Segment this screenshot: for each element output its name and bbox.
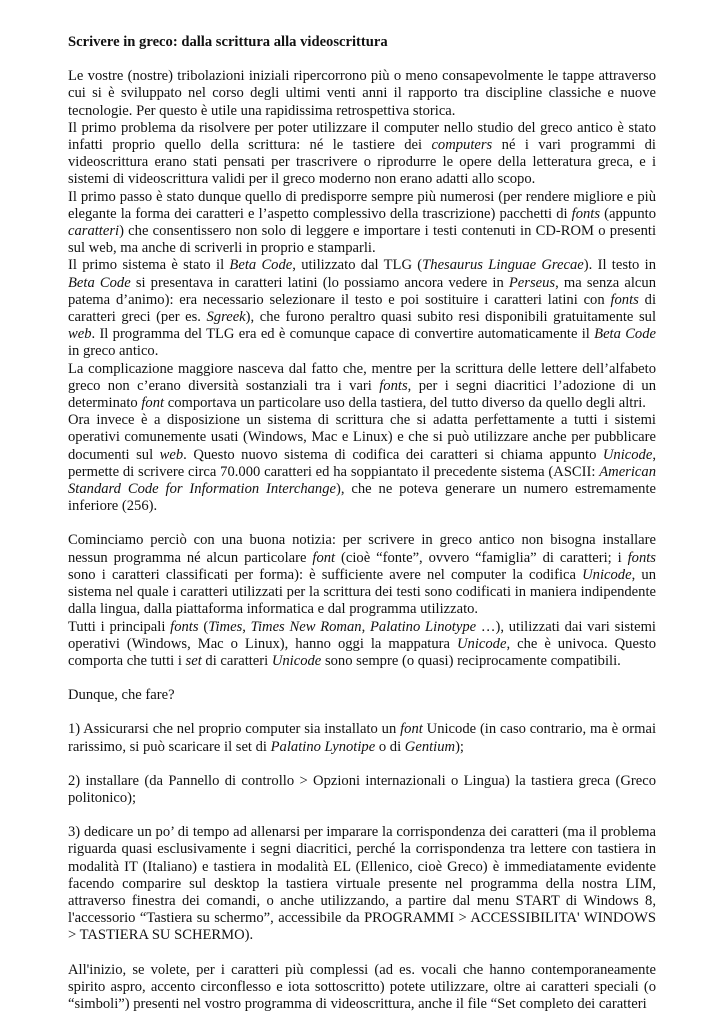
text-run: in greco antico.	[68, 343, 159, 360]
italic-term: Unicode	[271, 652, 322, 669]
text-section	[68, 773, 656, 807]
text-run: ), che furono peraltro quasi subito resi disponibili gratuitamente sul	[245, 309, 656, 326]
italic-term: Unicode	[602, 446, 653, 463]
text-run: di caratteri greci (per es.	[68, 291, 657, 326]
text-run: di caratteri	[201, 652, 272, 669]
text-section	[68, 962, 656, 1014]
text-run: 3) dedicare un po’ di tempo ad allenarsi per imparare la corrispondenza dei caratteri (ma il problema riguarda quasi esclusivamente i segni diacritici, perché la corrispondenza tra lettere con tastiera in modalità IT (Italiano) e tastiera in modalità EL (Ellenico, cioè Greco) è immediatamente evidente facendo comparire sul desktop la tastiera virtuale presente nel programma della nostra LIM, attraverso finestra dei comandi, o anche utilizzando, a partire dal menu START di Windows 8, l'accessorio “Tastiera su schermo”, accessibile da PROGRAMMI > ACCESSIBILITA' WINDOWS > TASTIERA SU SCHERMO).	[68, 824, 656, 944]
italic-term: American Standard Code for Information Interchange	[68, 463, 656, 498]
italic-term: Palatino Linotype	[370, 618, 477, 635]
text-run: ). Il testo in	[583, 257, 656, 274]
text-section	[68, 721, 656, 755]
text-section	[68, 68, 656, 515]
text-run: ), che ne poteva generare un numero estremamente inferiore (256).	[68, 481, 657, 515]
paragraph	[68, 721, 656, 755]
italic-term: fonts	[170, 618, 199, 635]
text-run: né i vari programmi di videoscrittura erano stati pensati per trascrivere o riprodurre le opere della letteratura greca, e i sistemi di videoscrittura validi per il greco moderno non erano adatti allo scopo.	[68, 137, 656, 188]
text-run: . Questo nuovo sistema di codifica dei caratteri si chiama appunto	[183, 446, 603, 463]
text-run: Il primo problema da risolvere per poter utilizzare il computer nello studio del greco antico è stato infatti proprio quello della scrittura: né le tastiere dei	[68, 119, 656, 154]
italic-term: font	[400, 721, 423, 738]
text-run: sono i caratteri classificati per forma): è sufficiente avere nel computer la codifica	[68, 566, 583, 583]
text-run: . Il programma del TLG era ed è comunque capace di convertire automaticamente il	[91, 326, 595, 343]
italic-term: Times New Roman	[250, 618, 362, 635]
text-run: Cominciamo perciò con una buona notizia: per scrivere in greco antico non bisogna installare nessun programma né alcun particolare	[68, 532, 656, 566]
text-run: 2) installare (da Pannello di controllo > Opzioni internazionali o Lingua) la tastiera greca (Greco politonico);	[68, 772, 656, 806]
paragraph	[68, 189, 656, 258]
paragraph	[68, 120, 656, 189]
italic-term: fonts	[379, 377, 408, 394]
italic-term: web	[159, 446, 184, 463]
italic-term: Perseus	[508, 274, 556, 291]
italic-term: Gentium	[404, 738, 456, 755]
text-run: Le vostre (nostre) tribolazioni iniziali ripercorrono più o meno consapevolmente le tappe attraverso cui si è sviluppato nel corso degli ultimi venti anni il rapporto tra discipline classiche e nuove tecnologie. Per questo è utile una rapidissima retrospettiva storica.	[68, 68, 656, 119]
paragraph	[68, 962, 656, 1014]
text-run: (appunto	[600, 205, 656, 222]
italic-term: Beta Code	[594, 326, 656, 343]
text-run: , utilizzato dal TLG (	[292, 257, 423, 274]
italic-term: Palatino Lynotipe	[270, 738, 376, 755]
italic-term: Sgreek	[206, 309, 246, 326]
text-run: , che è univoca. Questo comporta che tutti i	[68, 635, 656, 669]
text-run: …), utilizzati dai vari sistemi operativi (Windows, Mac o Linux), hanno oggi la mappatura	[68, 618, 656, 652]
paragraph	[68, 687, 656, 704]
italic-term: caratteri	[68, 223, 120, 240]
text-run: , permette di scrivere circa 70.000 caratteri ed ha soppiantato il precedente sistema (ASCII:	[68, 446, 656, 480]
text-section	[68, 824, 656, 944]
italic-term: Unicode	[457, 635, 507, 652]
paragraph	[68, 824, 656, 944]
text-run: All'inizio, se volete, per i caratteri più complessi (ad es. vocali che hanno contemporaneamente spirito aspro, accento circonflesso e iota sottoscritto) potete utilizzare, oltre ai caratteri speciali (o “simboli”) presenti nel vostro programma di videoscrittura, anche il file “Set completo dei caratteri	[68, 961, 656, 1012]
text-run: 1) Assicurarsi che nel proprio computer sia installato un	[68, 721, 401, 738]
text-run: Tutti i principali	[68, 618, 171, 635]
italic-term: Times	[208, 618, 243, 635]
italic-term: fonts	[571, 205, 601, 222]
italic-term: computers	[431, 137, 493, 154]
text-run: Il primo passo è stato dunque quello di predisporre sempre più numerosi (per rendere migliore e più elegante la forma dei caratteri e l’aspetto complessivo della trascrizione) pacchetti di	[68, 188, 656, 222]
italic-term: font	[312, 549, 336, 566]
text-run: (	[198, 618, 209, 635]
italic-term: set	[185, 652, 202, 669]
paragraph	[68, 412, 656, 515]
italic-term: fonts	[627, 549, 656, 566]
text-section	[68, 687, 656, 704]
text-run: );	[455, 738, 464, 755]
text-run: Ora invece è a disposizione un sistema di scrittura che si adatta perfettamente a tutti i sistemi operativi comunemente usati (Windows, Mac e Linux) e che si può utilizzare anche per pubblicare documenti sul	[68, 412, 656, 463]
italic-term: Beta Code	[229, 257, 293, 274]
paragraph	[68, 773, 656, 807]
text-run: comportava un particolare uso della tastiera, del tutto diverso da quello degli altri.	[164, 395, 646, 412]
text-run: , un sistema nel quale i caratteri utilizzati per la scrittura dei testi sono codificati in maniera indipendente dalla lingua, dalla piattaforma informatica e dal programma utilizzato.	[68, 566, 656, 618]
text-run: (cioè “fonte”, ovvero “famiglia” di caratteri; i	[335, 549, 628, 566]
italic-term: web	[68, 326, 92, 343]
text-run: , ma senza alcun patema d’animo): era necessario selezionare il testo e poi sostituire i caratteri latini con	[68, 274, 656, 308]
text-run: ,	[242, 618, 251, 635]
text-run: Il primo sistema è stato il	[68, 257, 230, 274]
document-body	[68, 68, 656, 1013]
italic-term: Thesaurus Linguae Grecae	[422, 257, 584, 274]
text-run: ) che consentissero non solo di leggere e importare i testi contenuti in CD-ROM o presenti sul web, ma anche di scriverli in proprio e stamparli.	[68, 223, 656, 257]
text-run: Dunque, che fare?	[68, 687, 175, 704]
text-section	[68, 532, 656, 670]
text-run: sono sempre (o quasi) reciprocamente compatibili.	[321, 652, 621, 669]
italic-term: Beta Code	[68, 274, 131, 291]
text-run: si presentava in caratteri latini (lo possiamo ancora vedere in	[130, 274, 509, 291]
text-run: La complicazione maggiore nasceva dal fatto che, mentre per la scrittura delle lettere dell’alfabeto greco non c’erano diversità sostanziali tra i vari	[68, 360, 656, 394]
document-title: Scrivere in greco: dalla scrittura alla videoscrittura	[68, 34, 388, 50]
paragraph	[68, 257, 656, 360]
paragraph	[68, 68, 656, 120]
text-run: Unicode (in caso contrario, ma è ormai rarissimo, si può scaricare il set di	[68, 721, 656, 755]
italic-term: font	[141, 395, 165, 412]
paragraph	[68, 532, 656, 618]
paragraph	[68, 361, 656, 413]
text-run: o di	[375, 738, 405, 755]
italic-term: fonts	[610, 291, 639, 308]
paragraph	[68, 619, 656, 671]
text-run: , per i segni diacritici l’adozione di un determinato	[68, 377, 656, 412]
italic-term: Unicode	[582, 566, 632, 583]
text-run: ,	[361, 618, 370, 635]
